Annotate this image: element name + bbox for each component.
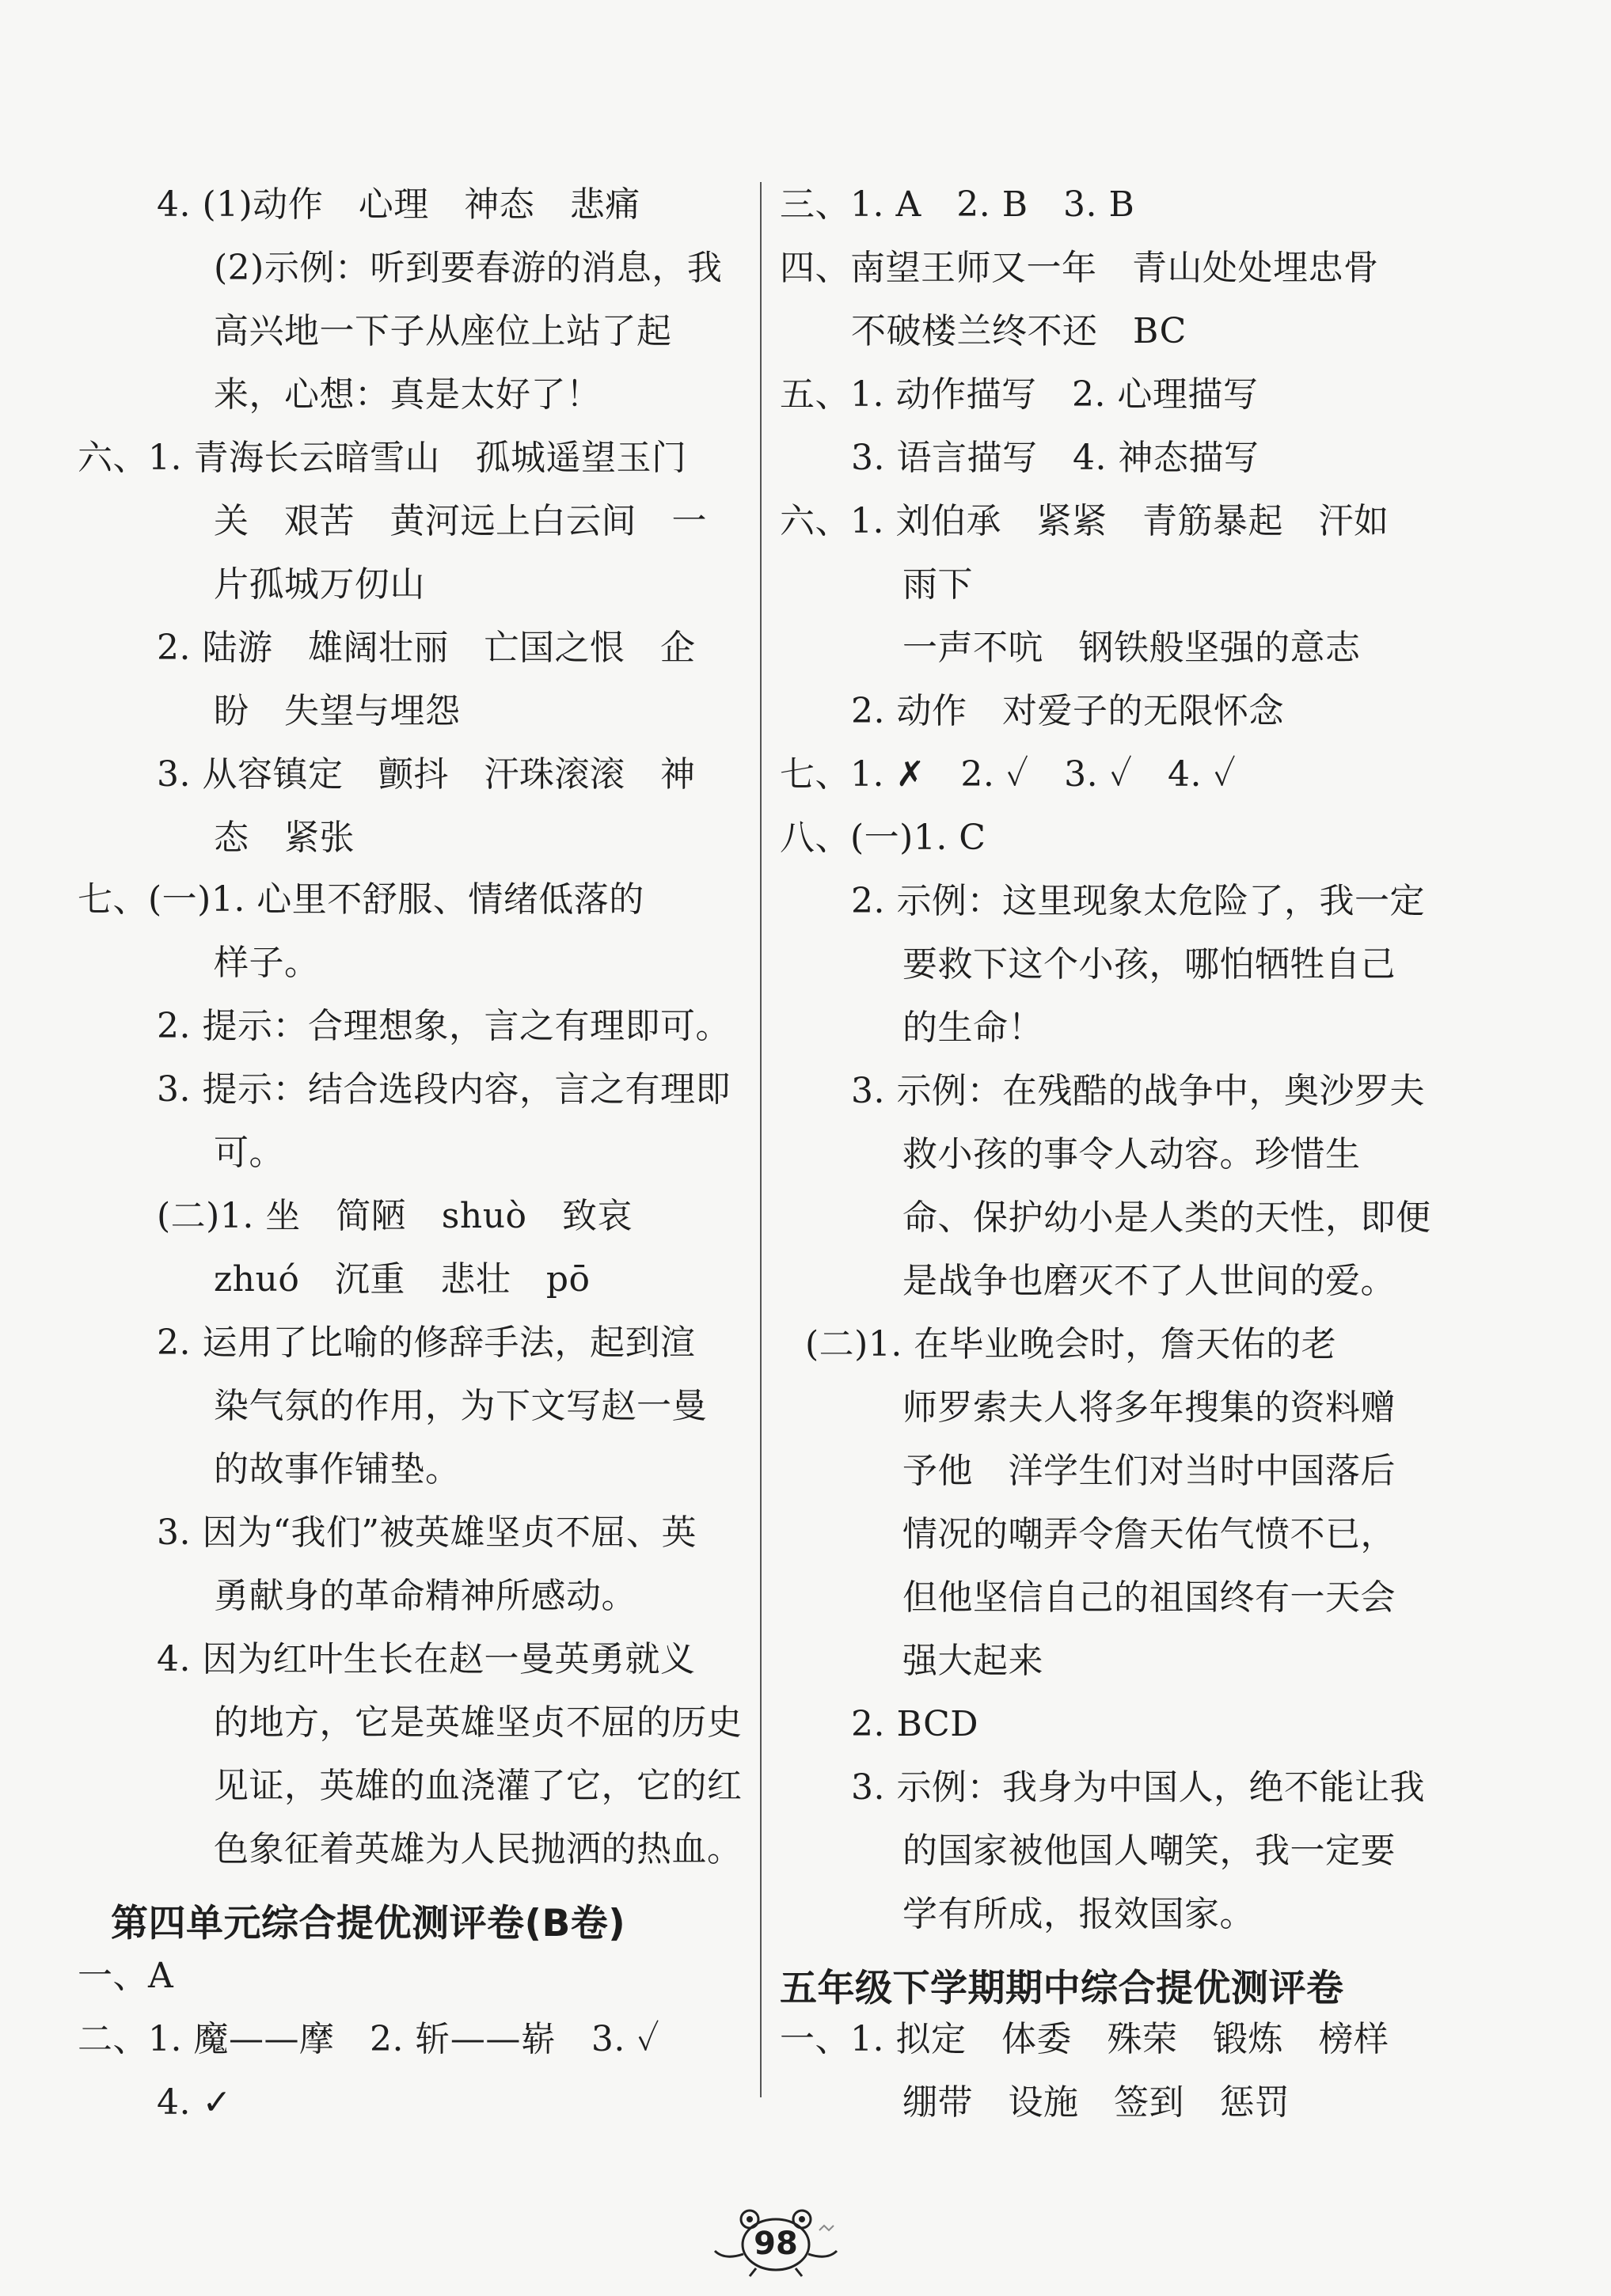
answer-line: 强大起来 [902,1641,1043,1681]
answer-line: 2. 运用了比喻的修辞手法，起到渲 [157,1323,696,1363]
answer-line: 但他坚信自己的祖国终有一天会 [902,1577,1396,1618]
answer-line: 是战争也磨灭不了人世间的爱。 [902,1261,1396,1301]
answer-line: 关 艰苦 黄河远上白云间 一 [214,501,707,541]
answer-line: 2. 示例：这里现象太危险了，我一定 [851,881,1425,921]
answer-line: 3. 提示：结合选段内容，言之有理即 [157,1069,731,1110]
answer-line: 样子。 [214,943,320,983]
answer-line: 2. 提示：合理想象，言之有理即可。 [157,1006,731,1046]
answer-line: 绷带 设施 签到 惩罚 [902,2082,1290,2123]
answer-line: 一、A [78,1956,174,1996]
answer-line: 4. 因为红叶生长在赵一曼英勇就义 [157,1639,696,1679]
answer-line: zhuó 沉重 悲壮 pō [214,1259,591,1300]
page-number: 98 [754,2226,798,2262]
answer-line: 命、保护幼小是人类的天性，即便 [902,1197,1431,1238]
answer-line: 六、1. 青海长云暗雪山 孤城遥望玉门 [78,438,687,478]
answer-line: 染气氛的作用，为下文写赵一曼 [214,1386,707,1426]
answer-line: 2. 动作 对爱子的无限怀念 [851,691,1284,731]
answer-line: 六、1. 刘伯承 紧紧 青筋暴起 汗如 [780,501,1389,541]
answer-line: (二)1. 坐 简陋 shuò 致哀 [157,1196,633,1236]
answer-line: 学有所成，报效国家。 [902,1894,1255,1934]
answer-line: 的故事作铺垫。 [214,1449,461,1490]
answer-line: 片孤城万仞山 [214,564,425,605]
answer-line: (二)1. 在毕业晚会时，詹天佑的老 [805,1324,1337,1364]
answer-line: 4. ✓ [157,2082,232,2123]
answer-line: 2. 陆游 雄阔壮丽 亡国之恨 企 [157,628,696,668]
answer-line: 态 紧张 [214,818,355,858]
answer-line: 3. 语言描写 4. 神态描写 [851,438,1260,478]
answer-line: 七、(一)1. 心里不舒服、情绪低落的 [78,879,644,920]
answer-line: 可。 [214,1133,284,1173]
answer-line: 一、1. 拟定 体委 殊荣 锻炼 榜样 [780,2019,1389,2059]
column-divider [760,182,762,2097]
answer-line: 3. 示例：在残酷的战争中，奥沙罗夫 [851,1071,1425,1111]
answer-line: 3. 从容镇定 颤抖 汗珠滚滚 神 [157,754,696,795]
answer-line: 二、1. 魔——摩 2. 斩——崭 3. ✓ [78,2019,660,2059]
answer-line: 高兴地一下子从座位上站了起 [214,311,672,351]
answer-line: 的地方，它是英雄坚贞不屈的历史 [214,1702,743,1743]
answer-line: 三、1. A 2. B 3. B [780,184,1135,225]
answer-line: 救小孩的事令人动容。珍惜生 [902,1134,1361,1175]
answer-line: 的国家被他国人嘲笑，我一定要 [902,1831,1396,1871]
answer-line: 3. 示例：我身为中国人，绝不能让我 [851,1767,1425,1808]
answer-line: 勇献身的革命精神所感动。 [214,1576,636,1616]
answer-line: (2)示例：听到要春游的消息，我 [214,248,723,288]
section-heading: 第四单元综合提优测评卷(B卷) [111,1902,626,1945]
answer-line: 的生命！ [902,1008,1043,1048]
answer-line: 雨下 [902,564,973,605]
answer-line: 八、(一)1. C [780,818,986,858]
answer-line: 一声不吭 钢铁般坚强的意志 [902,628,1361,668]
answer-line: 不破楼兰终不还 BC [851,311,1187,351]
answer-line: 2. BCD [851,1704,979,1744]
answer-line: 见证，英雄的血浇灌了它，它的红 [214,1766,743,1806]
answer-line: 七、1. ✗ 2. ✓ 3. ✓ 4. ✓ [780,754,1237,795]
answer-line: 四、南望王师又一年 青山处处埋忠骨 [780,248,1379,288]
answer-line: 盼 失望与埋怨 [214,691,461,731]
answer-line: 予他 洋学生们对当时中国落后 [902,1451,1396,1491]
answer-line: 3. 因为“我们”被英雄坚贞不屈、英 [157,1512,697,1553]
page-number-badge [693,2207,859,2278]
answer-line: 五、1. 动作描写 2. 心理描写 [780,374,1259,415]
section-heading: 五年级下学期期中综合提优测评卷 [780,1967,1344,2010]
answer-line: 4. (1)动作 心理 神态 悲痛 [157,184,640,225]
answer-line: 情况的嘲弄令詹天佑气愤不已， [902,1514,1396,1554]
answer-line: 师罗索夫人将多年搜集的资料赠 [902,1387,1396,1428]
answer-line: 要救下这个小孩，哪怕牺牲自己 [902,944,1396,985]
answer-line: 来，心想：真是太好了！ [214,374,602,415]
answer-line: 色象征着英雄为人民抛洒的热血。 [214,1829,743,1869]
